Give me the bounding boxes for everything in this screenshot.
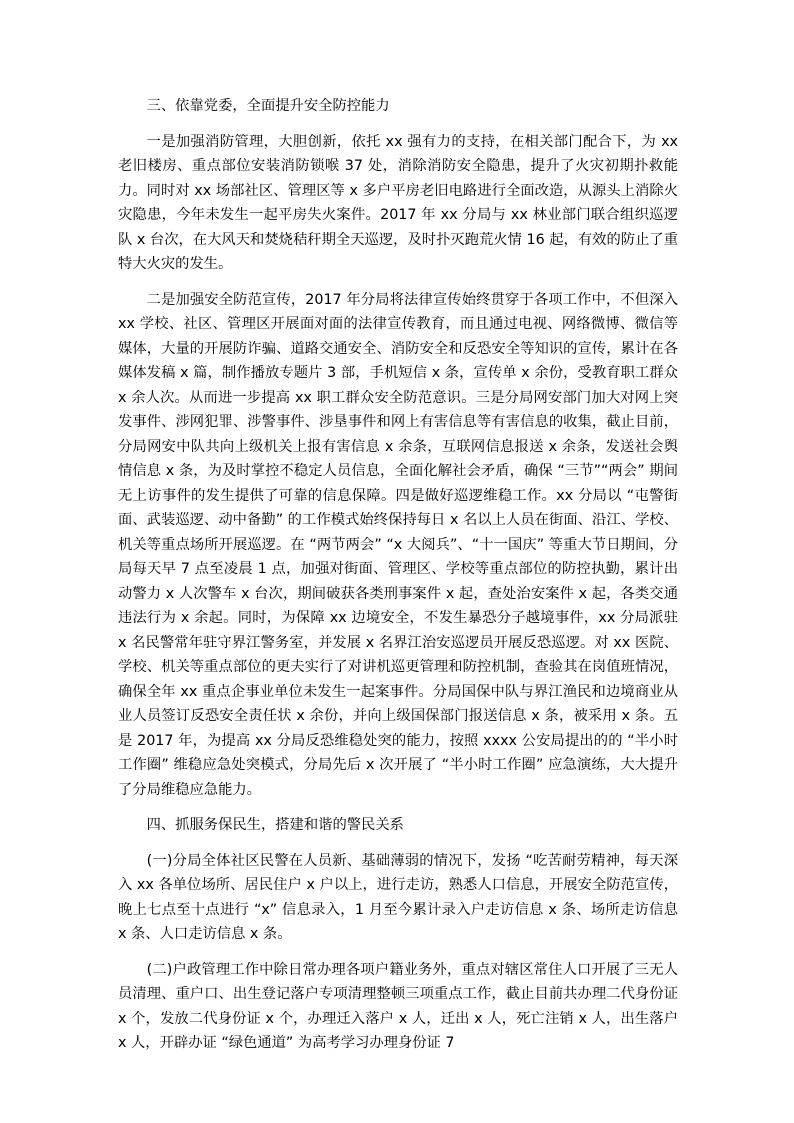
paragraph-fire-management: 一是加强消防管理，大胆创新，依托 xx 强有力的支持，在相关部门配合下，为 xx 老旧楼房、重点部位安装消防锁喉 37 处，消除消防安全隐患，提升了火灾初期扑救能力。同时对 xx 场部社区、管理区等 x 多户平房老旧电路进行全面改造，从源头上消除火灾隐患，今年未发生一起平房失火案件。2017 年 xx 分局与 xx 林业部门联合组织巡逻队 x 台次，在大风天和焚烧秸秆期全天巡逻，及时扑灭跑荒火情 16 起，有效的防止了重特大火灾的发生。 [118, 133, 678, 272]
document-page [118, 94, 678, 1056]
section-heading-3: 三、依靠党委，全面提升安全防控能力 [146, 98, 390, 114]
section-heading-4: 四、抓服务保民生，搭建和谐的警民关系 [146, 817, 404, 833]
paragraph-community-police: (一)分局全体社区民警在人员新、基础薄弱的情况下，发扬 “吃苦耐劳精神，每天深入 xx 各单位场所、居民住户 x 户以上，进行走访，熟悉人口信息，开展安全防范宣传，晚上七点至十点进行 “x” 信息录入，1 月至今累计录入户走访信息 x 条、场所走访信息 x 条、人口走访信息 x 条。 [118, 852, 678, 942]
paragraph-safety-publicity: 二是加强安全防范宣传，2017 年分局将法律宣传始终贯穿于各项工作中，不但深入 xx 学校、社区、管理区开展面对面的法律宣传教育，而且通过电视、网络微博、微信等媒体，大量的开展防诈骗、道路交通安全、消防安全和反恐安全等知识的宣传，累计在各媒体发稿 x 篇，制作播放专题片 3 部，手机短信 x 条，宣传单 x 余份，受教育职工群众 x 余人次。从而进一步提高 xx 职工群众安全防范意识。三是分局网安部门加大对网上突发事件、涉网犯罪、涉警事件、涉垦事件和网上有害信息等有害信息的收集，截止目前，分局网安中队共向上级机关上报有害信息 x 余条，互联网信息报送 x 余条，发送社会舆情信息 x 条，为及时掌控不稳定人员信息，全面化解社会矛盾，确保 “三节”“两会” 期间无上访事件的发生提供了可靠的信息保障。四是做好巡逻维稳工作。xx 分局以 “屯警街面、武装巡逻、动中备勤” 的工作模式始终保持每日 x 名以上人员在街面、沿江、学校、机关等重点场所开展巡逻。在 “两节两会” “x 大阅兵”、“十一国庆” 等重大节日期间，分局每天早 7 点至凌晨 1 点，加强对街面、管理区、学校等重点部位的防控执勤，累计出动警力 x 人次警车 x 台次，期间破获各类刑事案件 x 起，查处治安案件 x 起，各类交通违法行为 x 余起。同时，为保障 xx 边境安全，不发生暴恐分子越境事件，xx 分局派驻 x 名民警常年驻守界江警务室，并发展 x 名界江治安巡逻员开展反恐巡逻。对 xx 医院、学校、机关等重点部位的更夫实行了对讲机巡更管理和防控机制，查验其在岗值班情况，确保全年 xx 重点企事业单位未发生一起案事件。分局国保中队与界江渔民和边境商业从业人员签订反恐安全责任状 x 余份，并向上级国保部门报送信息 x 条，被采用 x 条。五是 2017 年，为提高 xx 分局反恐维稳处突的能力，按照 xxxx 公安局提出的的 “半小时工作圈” 维稳应急处突模式，分局先后 x 次开展了 “半小时工作圈” 应急演练，大大提升了分局维稳应急能力。 [118, 291, 678, 798]
paragraph-household-registration: (二)户政管理工作中除日常办理各项户籍业务外，重点对辖区常住人口开展了三无人员清理、重户口、出生登记落户专项清理整顿三项重点工作，截止目前共办理二代身份证 x 个，发放二代身份证 x 个，办理迁入落户 x 人，迁出 x 人，死亡注销 x 人，出生落户 x 人，开辟办证 “绿色通道” 为高考学习办理身份证 7 [118, 961, 678, 1051]
